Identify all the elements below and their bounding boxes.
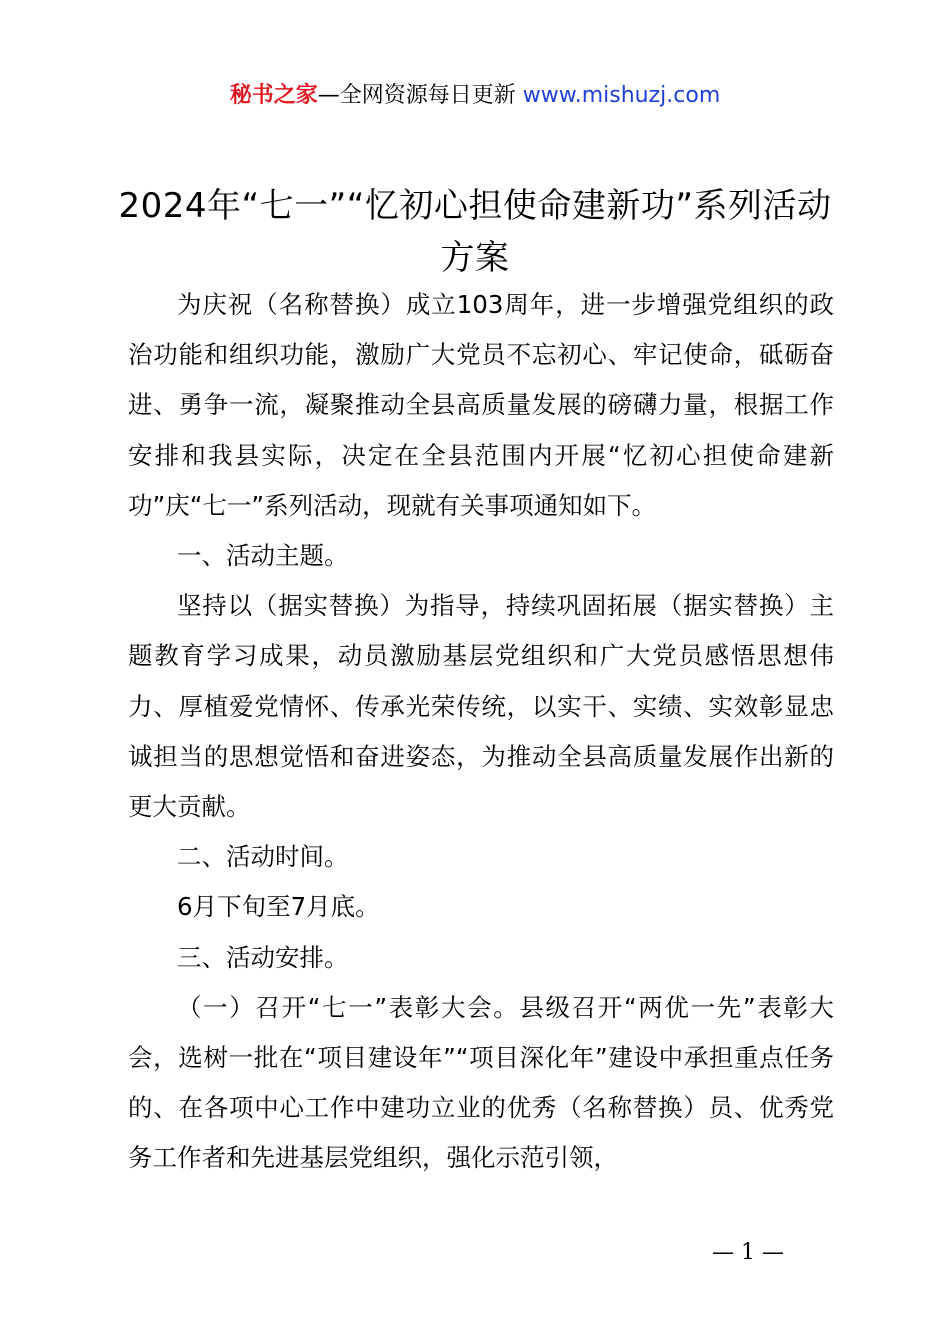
page-number: — 1 — — [712, 1240, 784, 1265]
intro-paragraph: 为庆祝（名称替换）成立103周年，进一步增强党组织的政治功能和组织功能，激励广大党员不忘初心、牢记使命，砥砺奋进、勇争一流，凝聚推动全县高质量发展的磅礴力量，根据工作安排和我县实际，决定在全县范围内开展“忆初心担使命建新功”庆“七一”系列活动，现就有关事项通知如下。 — [128, 290, 834, 520]
site-header — [0, 80, 950, 112]
arrangement-paragraph: （一）召开“七一”表彰大会。县级召开“两优一先”表彰大会，选树一批在“项目建设年”“项目深化年”建设中承担重点任务的、在各项中心工作中建功立业的优秀（名称替换）员、优秀党务工作者和先进基层党组织，强化示范引领， — [128, 992, 834, 1173]
time-paragraph: 6月下旬至7月底。 — [177, 892, 380, 922]
document-body — [128, 280, 834, 1184]
section-heading-arrangement: 三、活动安排。 — [177, 942, 349, 972]
brand-name: 秘书之家 — [229, 83, 318, 108]
site-url-link[interactable]: www.mishuzj.com — [522, 83, 721, 108]
section-heading-theme: 一、活动主题。 — [177, 541, 349, 571]
document-title: 2024年“七一”“忆初心担使命建新功”系列活动方案 — [118, 186, 832, 278]
header-tagline: —全网资源每日更新 — [317, 83, 523, 108]
theme-paragraph: 坚持以（据实替换）为指导，持续巩固拓展（据实替换）主题教育学习成果，动员激励基层党组织和广大党员感悟思想伟力、厚植爱党情怀、传承光荣传统，以实干、实绩、实效彰显忠诚担当的思想觉悟和奋进姿态，为推动全县高质量发展作出新的更大贡献。 — [128, 591, 834, 822]
section-heading-time: 二、活动时间。 — [177, 842, 349, 872]
